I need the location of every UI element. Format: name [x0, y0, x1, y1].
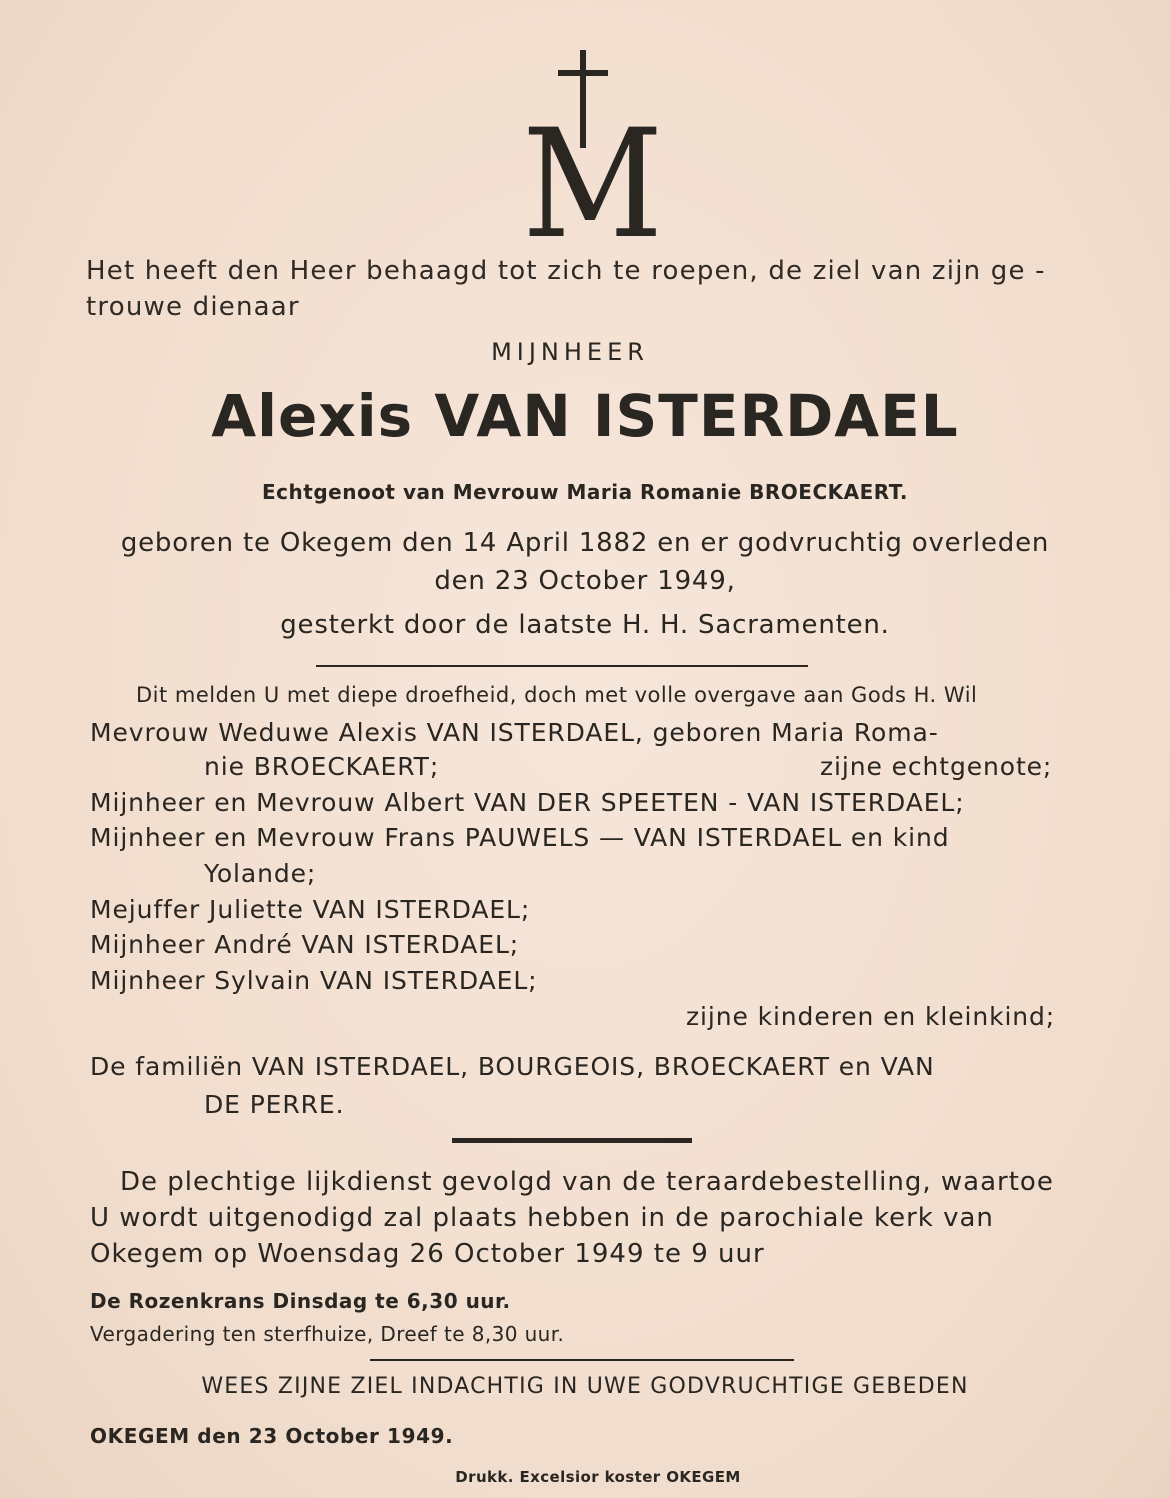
family-intro: Dit melden U met diepe droefheid, doch met volle overgave aan Gods H. Wil	[136, 683, 978, 707]
child-line-2: Mijnheer en Mevrouw Frans PAUWELS — VAN ISTERDAEL en kind	[90, 823, 950, 852]
child-line-3: Mejuffer Juliette VAN ISTERDAEL;	[90, 895, 531, 924]
prayer-request: WEES ZIJNE ZIEL INDACHTIG IN UWE GODVRUCHTIGE GEBEDEN	[201, 1374, 969, 1399]
printer-imprint: Drukk. Excelsior koster OKEGEM	[455, 1468, 741, 1486]
gathering-line: Vergadering ten sterfhuize, Dreef te 8,30 uur.	[90, 1322, 565, 1346]
intro-line-2: trouwe dienaar	[86, 292, 300, 322]
child-line-1: Mijnheer en Mevrouw Albert VAN DER SPEETEN - VAN ISTERDAEL;	[90, 788, 965, 817]
rosary-line: De Rozenkrans Dinsdag te 6,30 uur.	[90, 1289, 511, 1313]
place-date: OKEGEM den 23 October 1949.	[90, 1424, 454, 1448]
honorific: MIJNHEER	[491, 338, 649, 366]
funeral-line-3: Okegem op Woensdag 26 October 1949 te 9 uur	[90, 1239, 765, 1269]
widow-line-1: Mevrouw Weduwe Alexis VAN ISTERDAEL, geboren Maria Roma-	[90, 718, 939, 747]
divider-2	[452, 1138, 692, 1143]
intro-line-1: Het heeft den Heer behaagd tot zich te roepen, de ziel van zijn ge -	[86, 256, 1046, 286]
child-line-5: Mijnheer Sylvain VAN ISTERDAEL;	[90, 966, 538, 995]
born-line: geboren te Okegem den 14 April 1882 en er godvruchtig overleden	[120, 528, 1050, 558]
sacraments-line: gesterkt door de laatste H. H. Sacramenten.	[280, 610, 890, 640]
families-line-1: De familiën VAN ISTERDAEL, BOURGEOIS, BROECKAERT en VAN	[90, 1052, 935, 1081]
divider-1	[316, 665, 808, 667]
monogram-letter: M	[522, 98, 664, 272]
child-line-2-continued: Yolande;	[204, 859, 317, 888]
widow-line-2a: nie BROECKAERT;	[204, 752, 440, 781]
deceased-name: Alexis VAN ISTERDAEL	[211, 382, 959, 450]
funeral-line-1: De plechtige lijkdienst gevolgd van de teraardebestelling, waartoe	[120, 1167, 1054, 1197]
spouse-line: Echtgenoot van Mevrouw Maria Romanie BROECKAERT.	[262, 480, 908, 504]
children-label: zijne kinderen en kleinkind;	[686, 1002, 1056, 1031]
divider-3	[370, 1359, 794, 1361]
families-line-2: DE PERRE.	[204, 1090, 345, 1119]
funeral-line-2: U wordt uitgenodigd zal plaats hebben in de parochiale kerk van	[90, 1203, 994, 1233]
cross-horizontal-bar	[558, 70, 608, 76]
died-line: den 23 October 1949,	[434, 566, 736, 596]
widow-line-2b: zijne echtgenote;	[820, 752, 1053, 781]
child-line-4: Mijnheer André VAN ISTERDAEL;	[90, 930, 520, 959]
cross-monogram-icon	[500, 48, 670, 272]
